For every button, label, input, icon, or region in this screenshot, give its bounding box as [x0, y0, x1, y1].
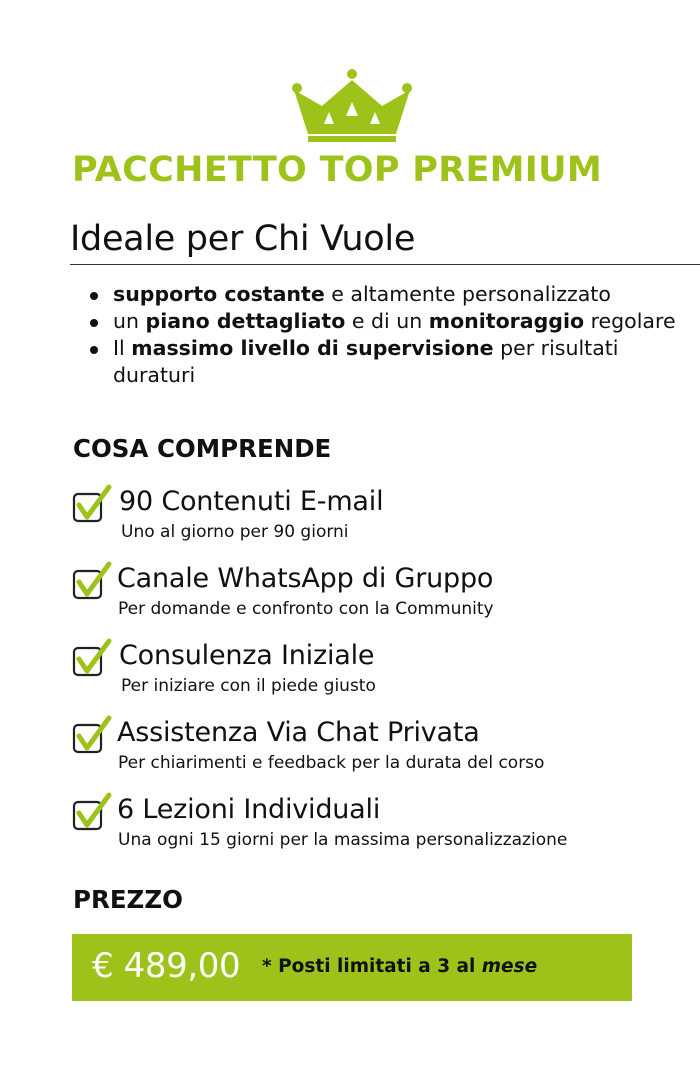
bold-text: monitoraggio [428, 309, 585, 333]
note-emphasis: mese [481, 956, 538, 977]
feature-title: Assistenza Via Chat Privata [117, 717, 480, 748]
feature-description: Per chiarimenti e feedback per la durata del corso [118, 753, 545, 773]
feature-item [72, 484, 692, 546]
check-square-icon [72, 638, 112, 680]
feature-description: Uno al giorno per 90 giorni [121, 522, 349, 542]
feature-item [72, 561, 692, 623]
list-item [88, 308, 688, 335]
price-bar [72, 934, 632, 1001]
check-square-icon [72, 792, 112, 834]
feature-description: Per domande e confronto con la Community [118, 599, 494, 619]
check-square-icon [72, 484, 112, 526]
includes-heading: COSA COMPRENDE [73, 434, 332, 463]
feature-description: Una ogni 15 giorni per la massima personalizzazione [118, 830, 568, 850]
feature-title: Canale WhatsApp di Gruppo [117, 563, 494, 594]
text: regolare [584, 309, 676, 333]
text: per risultati duraturi [113, 336, 619, 387]
bold-text: supporto costante [113, 282, 325, 306]
feature-title: 90 Contenuti E-mail [119, 486, 384, 517]
feature-title: Consulenza Iniziale [119, 640, 375, 671]
list-item [88, 281, 688, 308]
bold-text: piano dettagliato [145, 309, 346, 333]
text: un [113, 309, 146, 333]
availability-note [262, 956, 537, 977]
divider [70, 264, 700, 265]
page-subtitle: Ideale per Chi Vuole [70, 219, 416, 259]
benefits-list [88, 281, 688, 389]
note-text: * Posti limitati a 3 al [262, 956, 482, 977]
check-square-icon [72, 561, 112, 603]
text: e di un [345, 309, 429, 333]
feature-item [72, 638, 692, 700]
text: e altamente personalizzato [324, 282, 611, 306]
list-item [88, 335, 688, 389]
feature-description: Per iniziare con il piede giusto [121, 676, 376, 696]
crown-icon [288, 68, 416, 144]
price-value: € 489,00 [92, 946, 241, 986]
page-title: PACCHETTO TOP PREMIUM [72, 150, 602, 190]
bold-text: massimo livello di supervisione [131, 336, 494, 360]
feature-item [72, 715, 692, 777]
check-square-icon [72, 715, 112, 757]
text: Il [113, 336, 132, 360]
price-heading: PREZZO [73, 885, 183, 914]
feature-item [72, 792, 692, 854]
feature-title: 6 Lezioni Individuali [117, 794, 381, 825]
